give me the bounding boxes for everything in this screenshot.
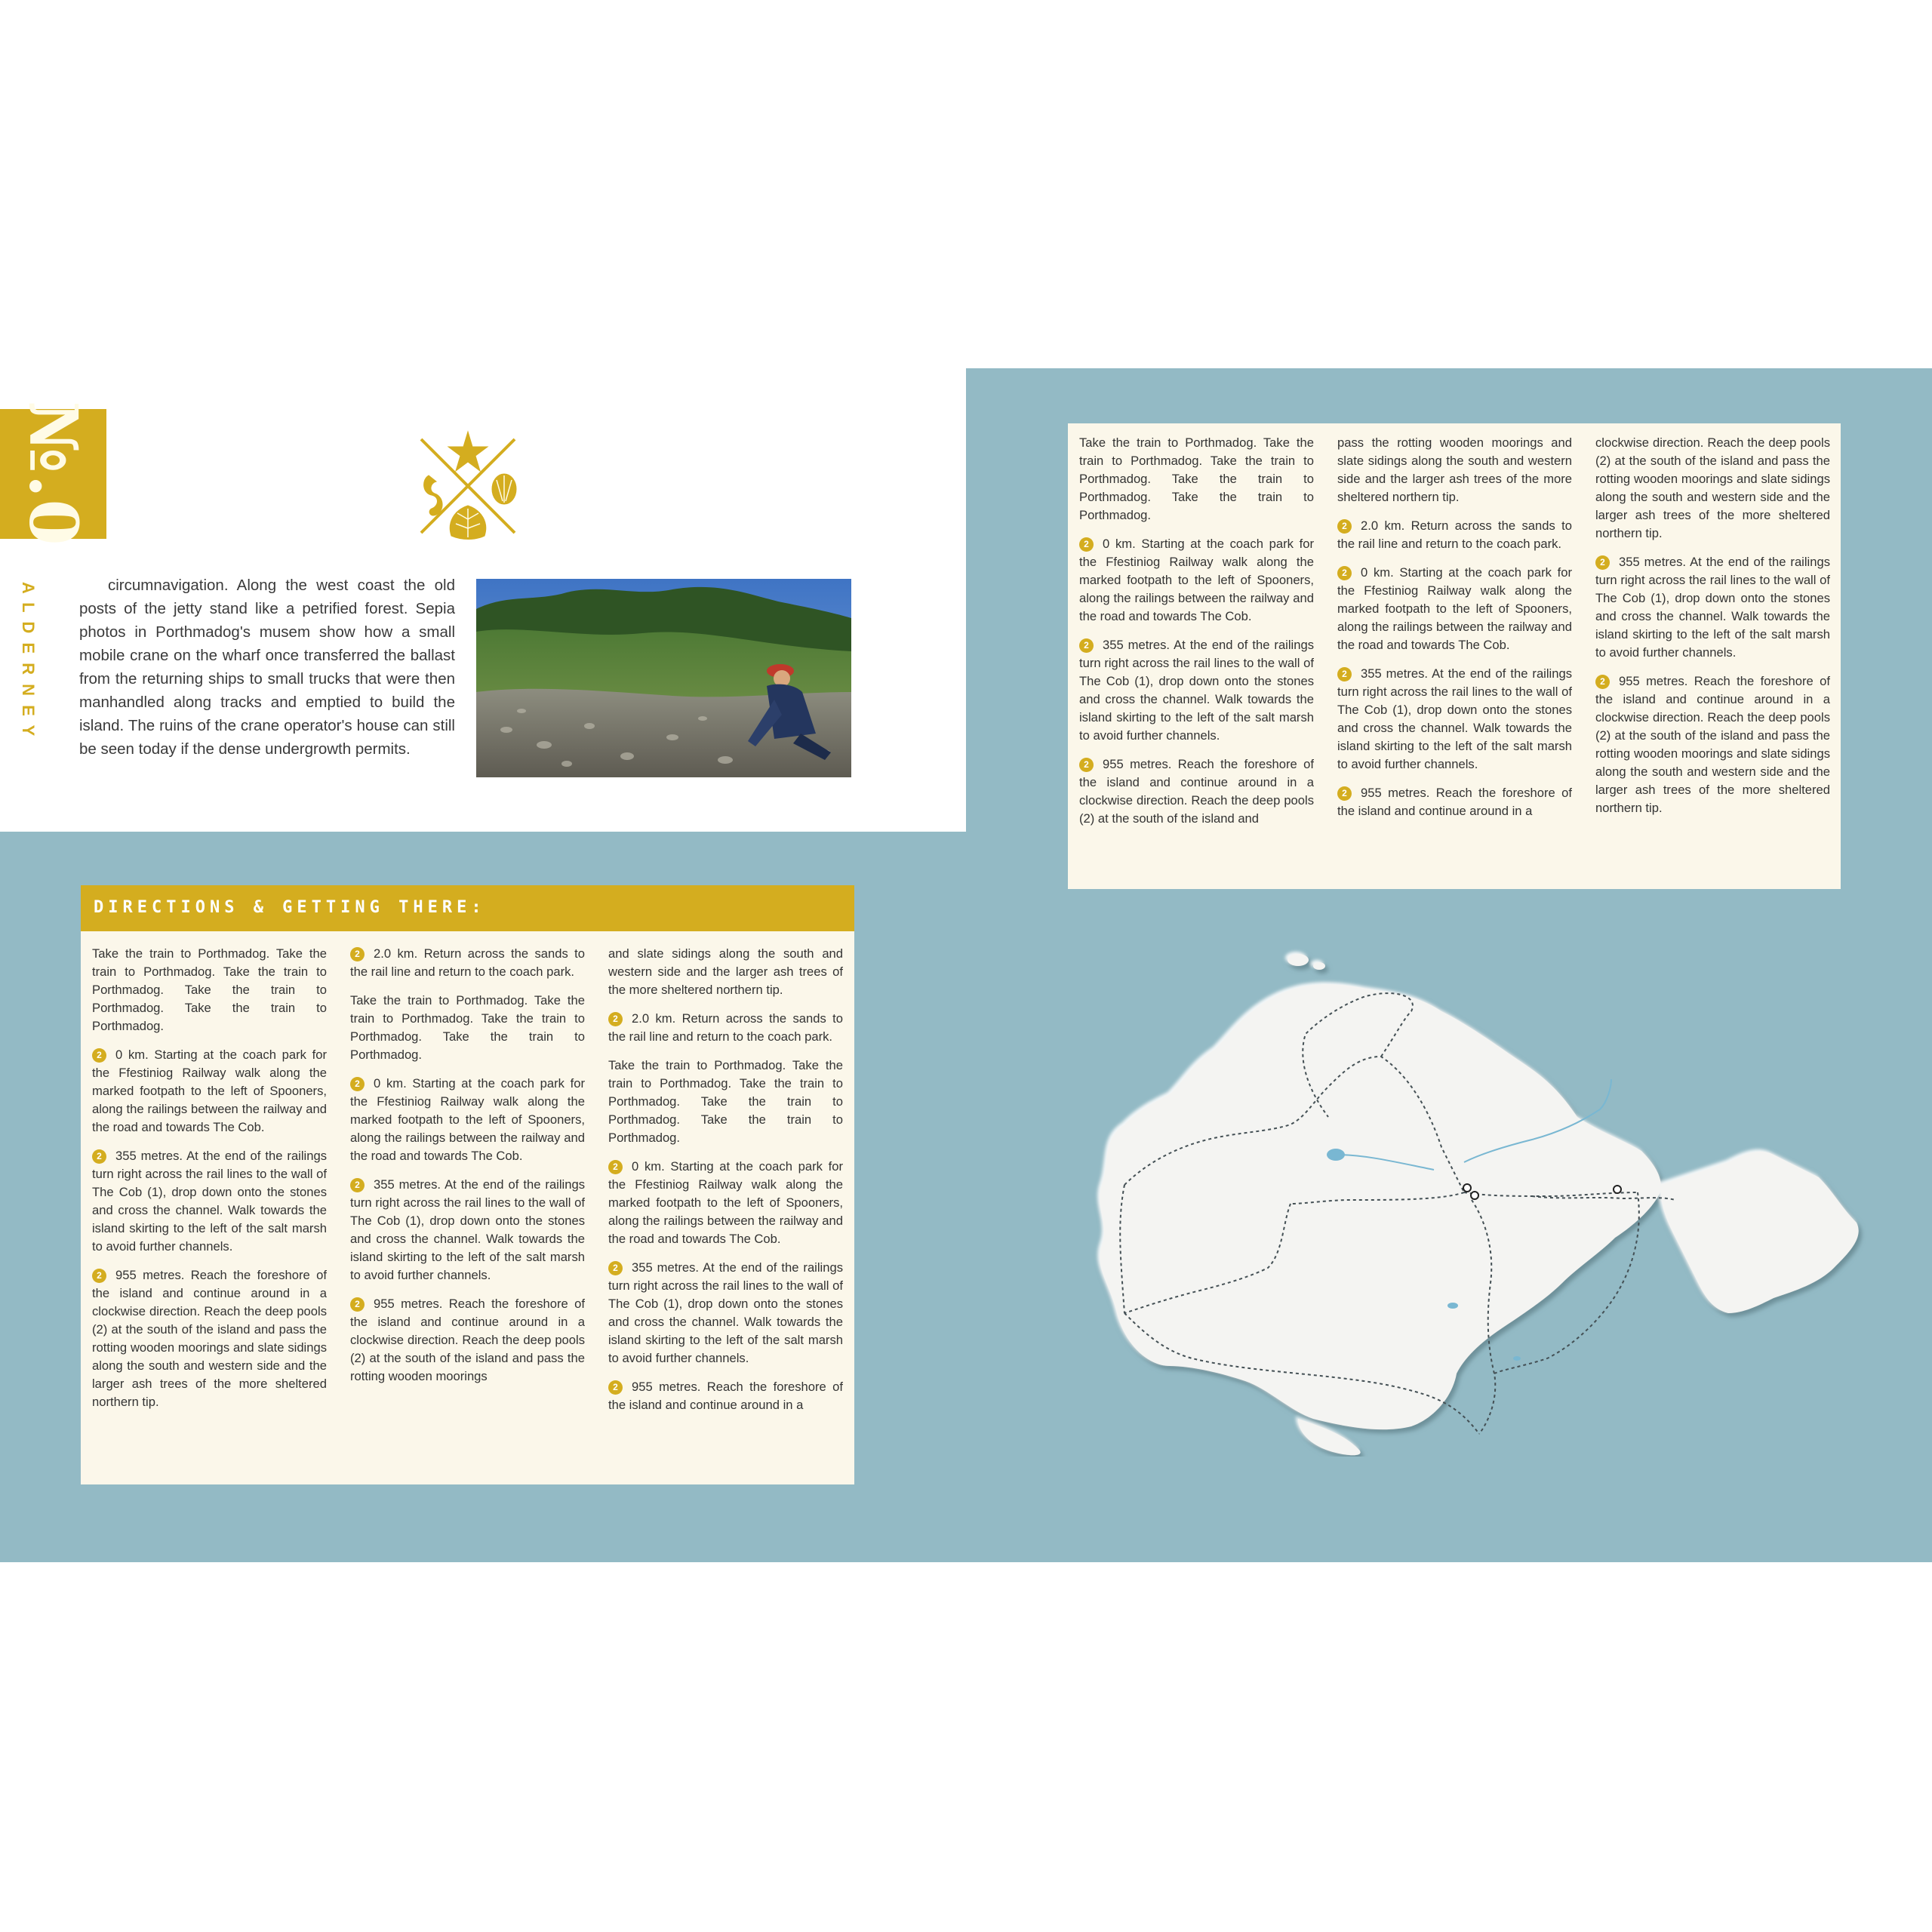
directions-box (81, 885, 854, 1484)
directions-step: 2 355 metres. At the end of the railings turn right across the rail lines to the wall of The Cob (1), drop down onto the stones and cross the channel. Walk towards the island skirting to the left of the salt marsh to avoid further channels. (92, 1149, 327, 1254)
step-marker-icon: 2 (92, 1269, 106, 1283)
route-notes-column-1 (1079, 434, 1314, 838)
route-notes-paragraph: clockwise direction. Reach the deep pools (2) at the south of the island and pass the rotting wooden moorings and slate sidings along the south and western side and the larger ash trees of the more sheltered northern tip. (1595, 435, 1830, 540)
directions-step: 2 2.0 km. Return across the sands to the rail line and return to the coach park. (608, 1011, 843, 1044)
route-notes-step: 2 0 km. Starting at the coach park for the Ffestiniog Railway walk along the marked footpath to the left of Spooners, along the railings between the railway and the road and towards The Cob. (1337, 565, 1572, 652)
directions-step: 2 0 km. Starting at the coach park for the Ffestiniog Railway walk along the marked footpath to the left of Spooners, along the railings between the railway and the road and towards The Cob. (350, 1076, 585, 1163)
directions-paragraph: Take the train to Porthmadog. Take the train to Porthmadog. Take the train to Porthmadog. Take the train to Porthmadog. Take the train to Porthmadog. (92, 946, 327, 1033)
section-side-label (17, 580, 39, 739)
directions-paragraph: and slate sidings along the south and western side and the larger ash trees of the more sheltered northern tip. (608, 946, 843, 997)
route-notes-step: 2 0 km. Starting at the coach park for the Ffestiniog Railway walk along the marked footpath to the left of Spooners, along the railings between the railway and the road and towards The Cob. (1079, 537, 1314, 623)
step-marker-icon: 2 (1337, 667, 1352, 681)
step-marker-icon: 2 (608, 1380, 623, 1395)
step-marker-icon: 2 (350, 1077, 365, 1091)
step-marker-icon: 2 (350, 1297, 365, 1312)
chapter-number: №.0 (14, 401, 93, 547)
beach-photo (476, 579, 851, 777)
directions-title: DIRECTIONS & GETTING THERE: (94, 898, 486, 917)
step-marker-icon: 2 (608, 1012, 623, 1026)
directions-step: 2 355 metres. At the end of the railings turn right across the rail lines to the wall of The Cob (1), drop down onto the stones and cross the channel. Walk towards the island skirting to the left of the salt marsh to avoid further channels. (608, 1260, 843, 1365)
island-map (1079, 936, 1894, 1457)
route-notes-column-2 (1337, 434, 1572, 831)
route-notes-step: 2 955 metres. Reach the foreshore of the island and continue around in a clockwise direction. Reach the deep pools (2) at the south of the island and (1079, 757, 1314, 826)
route-notes-box (1068, 423, 1841, 889)
step-marker-icon: 2 (1337, 519, 1352, 534)
step-marker-icon: 2 (1595, 555, 1610, 570)
directions-paragraph: Take the train to Porthmadog. Take the train to Porthmadog. Take the train to Porthmadog. Take the train to Porthmadog. Take the train to Porthmadog. (608, 1058, 843, 1145)
directions-column-3 (608, 945, 843, 1425)
directions-step: 2 0 km. Starting at the coach park for the Ffestiniog Railway walk along the marked footpath to the left of Spooners, along the railings between the railway and the road and towards The Cob. (608, 1159, 843, 1246)
step-marker-icon: 2 (1595, 675, 1610, 689)
route-notes-step: 2 355 metres. At the end of the railings turn right across the rail lines to the wall of The Cob (1), drop down onto the stones and cross the channel. Walk towards the island skirting to the left of the salt marsh to avoid further channels. (1079, 638, 1314, 743)
step-marker-icon: 2 (1079, 638, 1094, 653)
step-marker-icon: 2 (350, 1178, 365, 1192)
step-marker-icon: 2 (350, 947, 365, 961)
directions-column-1 (92, 945, 327, 1422)
route-notes-step: 2 355 metres. At the end of the railings turn right across the rail lines to the wall of The Cob (1), drop down onto the stones and cross the channel. Walk towards the island skirting to the left of the salt marsh to avoid further channels. (1595, 555, 1830, 660)
route-notes-paragraph: pass the rotting wooden moorings and slate sidings along the south and western side and the larger ash trees of the more sheltered northern tip. (1337, 435, 1572, 504)
seashore-emblem-icon (408, 430, 528, 542)
directions-step: 2 955 metres. Reach the foreshore of the island and continue around in a clockwise direction. Reach the deep pools (2) at the south of the island and pass the rotting wooden moorings (350, 1297, 585, 1383)
map-marker-icon (1614, 1186, 1621, 1193)
map-marker-icon (1463, 1184, 1471, 1192)
step-marker-icon: 2 (1079, 758, 1094, 772)
step-marker-icon: 2 (92, 1048, 106, 1063)
route-notes-column-3 (1595, 434, 1830, 828)
directions-paragraph: Take the train to Porthmadog. Take the train to Porthmadog. Take the train to Porthmadog. Take the train to Porthmadog. (350, 993, 585, 1062)
step-marker-icon: 2 (608, 1160, 623, 1174)
step-marker-icon: 2 (1337, 566, 1352, 580)
step-marker-icon: 2 (608, 1261, 623, 1275)
route-notes-step: 2 2.0 km. Return across the sands to the rail line and return to the coach park. (1337, 518, 1572, 551)
route-notes-paragraph: Take the train to Porthmadog. Take the train to Porthmadog. Take the train to Porthmadog. Take the train to Porthmadog. Take the train to Porthmadog. (1079, 435, 1314, 522)
directions-step: 2 955 metres. Reach the foreshore of the island and continue around in a clockwise direction. Reach the deep pools (2) at the south of the island and pass the rotting wooden moorings and slate sidings along the south and western side and the larger ash trees of the more sheltered northern tip. (92, 1268, 327, 1409)
island-landmass (1100, 954, 1859, 1455)
directions-header (81, 885, 854, 931)
map-marker-icon (1471, 1192, 1478, 1199)
chapter-badge (0, 401, 106, 547)
route-notes-step: 2 955 metres. Reach the foreshore of the island and continue around in a (1337, 786, 1572, 818)
step-marker-icon: 2 (1337, 786, 1352, 801)
directions-step: 2 0 km. Starting at the coach park for the Ffestiniog Railway walk along the marked footpath to the left of Spooners, along the railings between the railway and the road and towards The Cob. (92, 1048, 327, 1134)
directions-step: 2 355 metres. At the end of the railings turn right across the rail lines to the wall of The Cob (1), drop down onto the stones and cross the channel. Walk towards the island skirting to the left of the salt marsh to avoid further channels. (350, 1177, 585, 1282)
step-marker-icon: 2 (1079, 537, 1094, 552)
step-marker-icon: 2 (92, 1149, 106, 1164)
route-notes-step: 2 355 metres. At the end of the railings turn right across the rail lines to the wall of The Cob (1), drop down onto the stones and cross the channel. Walk towards the island skirting to the left of the salt marsh to avoid further channels. (1337, 666, 1572, 771)
directions-column-2 (350, 945, 585, 1396)
route-notes-step: 2 955 metres. Reach the foreshore of the island and continue around in a clockwise direction. Reach the deep pools (2) at the south of the island and pass the rotting wooden moorings and slate sidings along the south and western side and the larger ash trees of the more sheltered northern tip. (1595, 674, 1830, 815)
section-side-label-text: A L D E R N E Y (19, 582, 38, 739)
directions-step: 2 2.0 km. Return across the sands to the rail line and return to the coach park. (350, 946, 585, 979)
directions-step: 2 955 metres. Reach the foreshore of the island and continue around in a (608, 1380, 843, 1412)
intro-paragraph: circumnavigation. Along the west coast the old posts of the jetty stand like a petrified forest. Sepia photos in Porthmadog's musem show how a small mobile crane on the wharf once transferred the ballast from the returning ships to small trucks that were then manhandled along tracks and emptied to build the island. The ruins of the crane operator's house can still be seen today if the dense undergrowth permits. (79, 577, 455, 758)
